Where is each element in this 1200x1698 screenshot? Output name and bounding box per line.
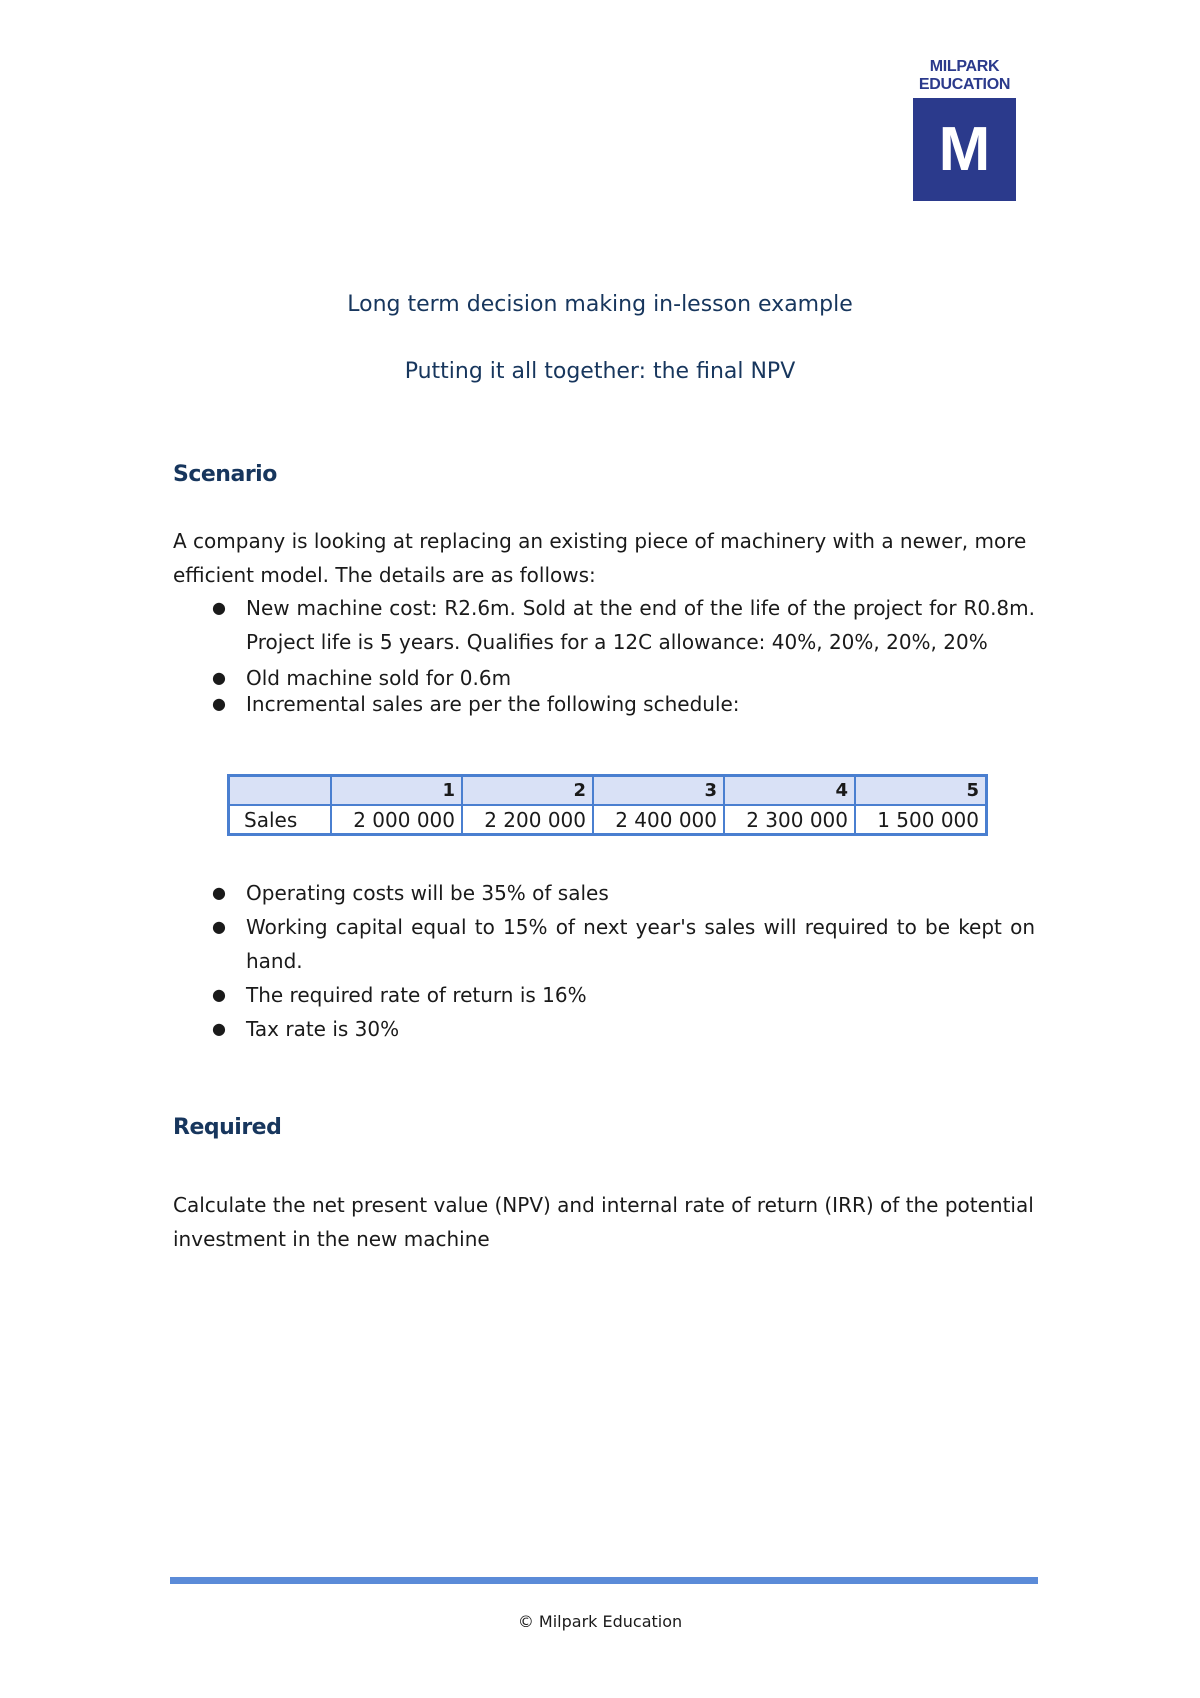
scenario-heading: Scenario (173, 462, 277, 487)
table-header-cell (229, 776, 332, 806)
list-item (173, 591, 1035, 659)
table-header-cell: 2 (462, 776, 593, 806)
scenario-intro: A company is looking at replacing an existing piece of machinery with a newer, more efficient model. The details are as follows: (173, 529, 1027, 587)
bullet-text: Tax rate is 30% (246, 1017, 400, 1041)
bullet-text: Working capital equal to 15% of next year's sales will required to be kept on hand. (246, 915, 1035, 973)
footer-divider (170, 1577, 1038, 1584)
bullet-icon: ● (212, 917, 226, 936)
logo-box (913, 98, 1016, 201)
bullet-text: The required rate of return is 16% (246, 983, 587, 1007)
bullet-list-2 (173, 876, 1035, 1046)
bullet-icon: ● (212, 668, 226, 687)
bullet-text: Old machine sold for 0.6m (246, 666, 512, 690)
footer-copyright: © Milpark Education (517, 1612, 683, 1631)
required-heading: Required (173, 1115, 282, 1140)
bullet-text: Incremental sales are per the following schedule: (246, 692, 740, 716)
list-item (173, 910, 1035, 978)
list-item (173, 876, 1035, 910)
document-subtitle: Putting it all together: the final NPV (404, 359, 796, 384)
table-header-cell: 3 (593, 776, 724, 806)
table-header-cell: 4 (724, 776, 855, 806)
bullet-icon: ● (212, 1019, 226, 1038)
list-item (173, 691, 1035, 717)
table-header-row (229, 776, 987, 806)
sales-table (227, 774, 988, 836)
table-cell: 2 300 000 (724, 805, 855, 835)
bullet-text: New machine cost: R2.6m. Sold at the end of the life of the project for R0.8m. Project life is 5 years. Qualifies for a 12C allowance: 40%, 20%, 20%, 20% (246, 596, 1035, 654)
list-item (173, 665, 1035, 691)
logo-line-1: MILPARK (929, 58, 1000, 75)
list-item (173, 978, 1035, 1012)
document-title: Long term decision making in-lesson example (347, 292, 853, 317)
logo-letter: M (938, 114, 991, 184)
bullet-icon: ● (212, 694, 226, 713)
bullet-icon: ● (212, 985, 226, 1004)
logo-line-2: EDUCATION (918, 76, 1011, 93)
bullet-list-1 (173, 591, 1035, 717)
table-cell: 2 400 000 (593, 805, 724, 835)
bullet-text: Operating costs will be 35% of sales (246, 881, 609, 905)
table-header-cell: 5 (855, 776, 987, 806)
bullet-icon: ● (212, 598, 226, 617)
table-cell: 1 500 000 (855, 805, 987, 835)
list-item (173, 1012, 1035, 1046)
table-row (229, 805, 987, 835)
table-cell: 2 000 000 (331, 805, 462, 835)
table-cell: 2 200 000 (462, 805, 593, 835)
table-cell: Sales (229, 805, 332, 835)
milpark-logo (913, 58, 1016, 201)
table-header-cell: 1 (331, 776, 462, 806)
bullet-icon: ● (212, 883, 226, 902)
required-text: Calculate the net present value (NPV) and internal rate of return (IRR) of the potential investment in the new machine (173, 1193, 1034, 1251)
